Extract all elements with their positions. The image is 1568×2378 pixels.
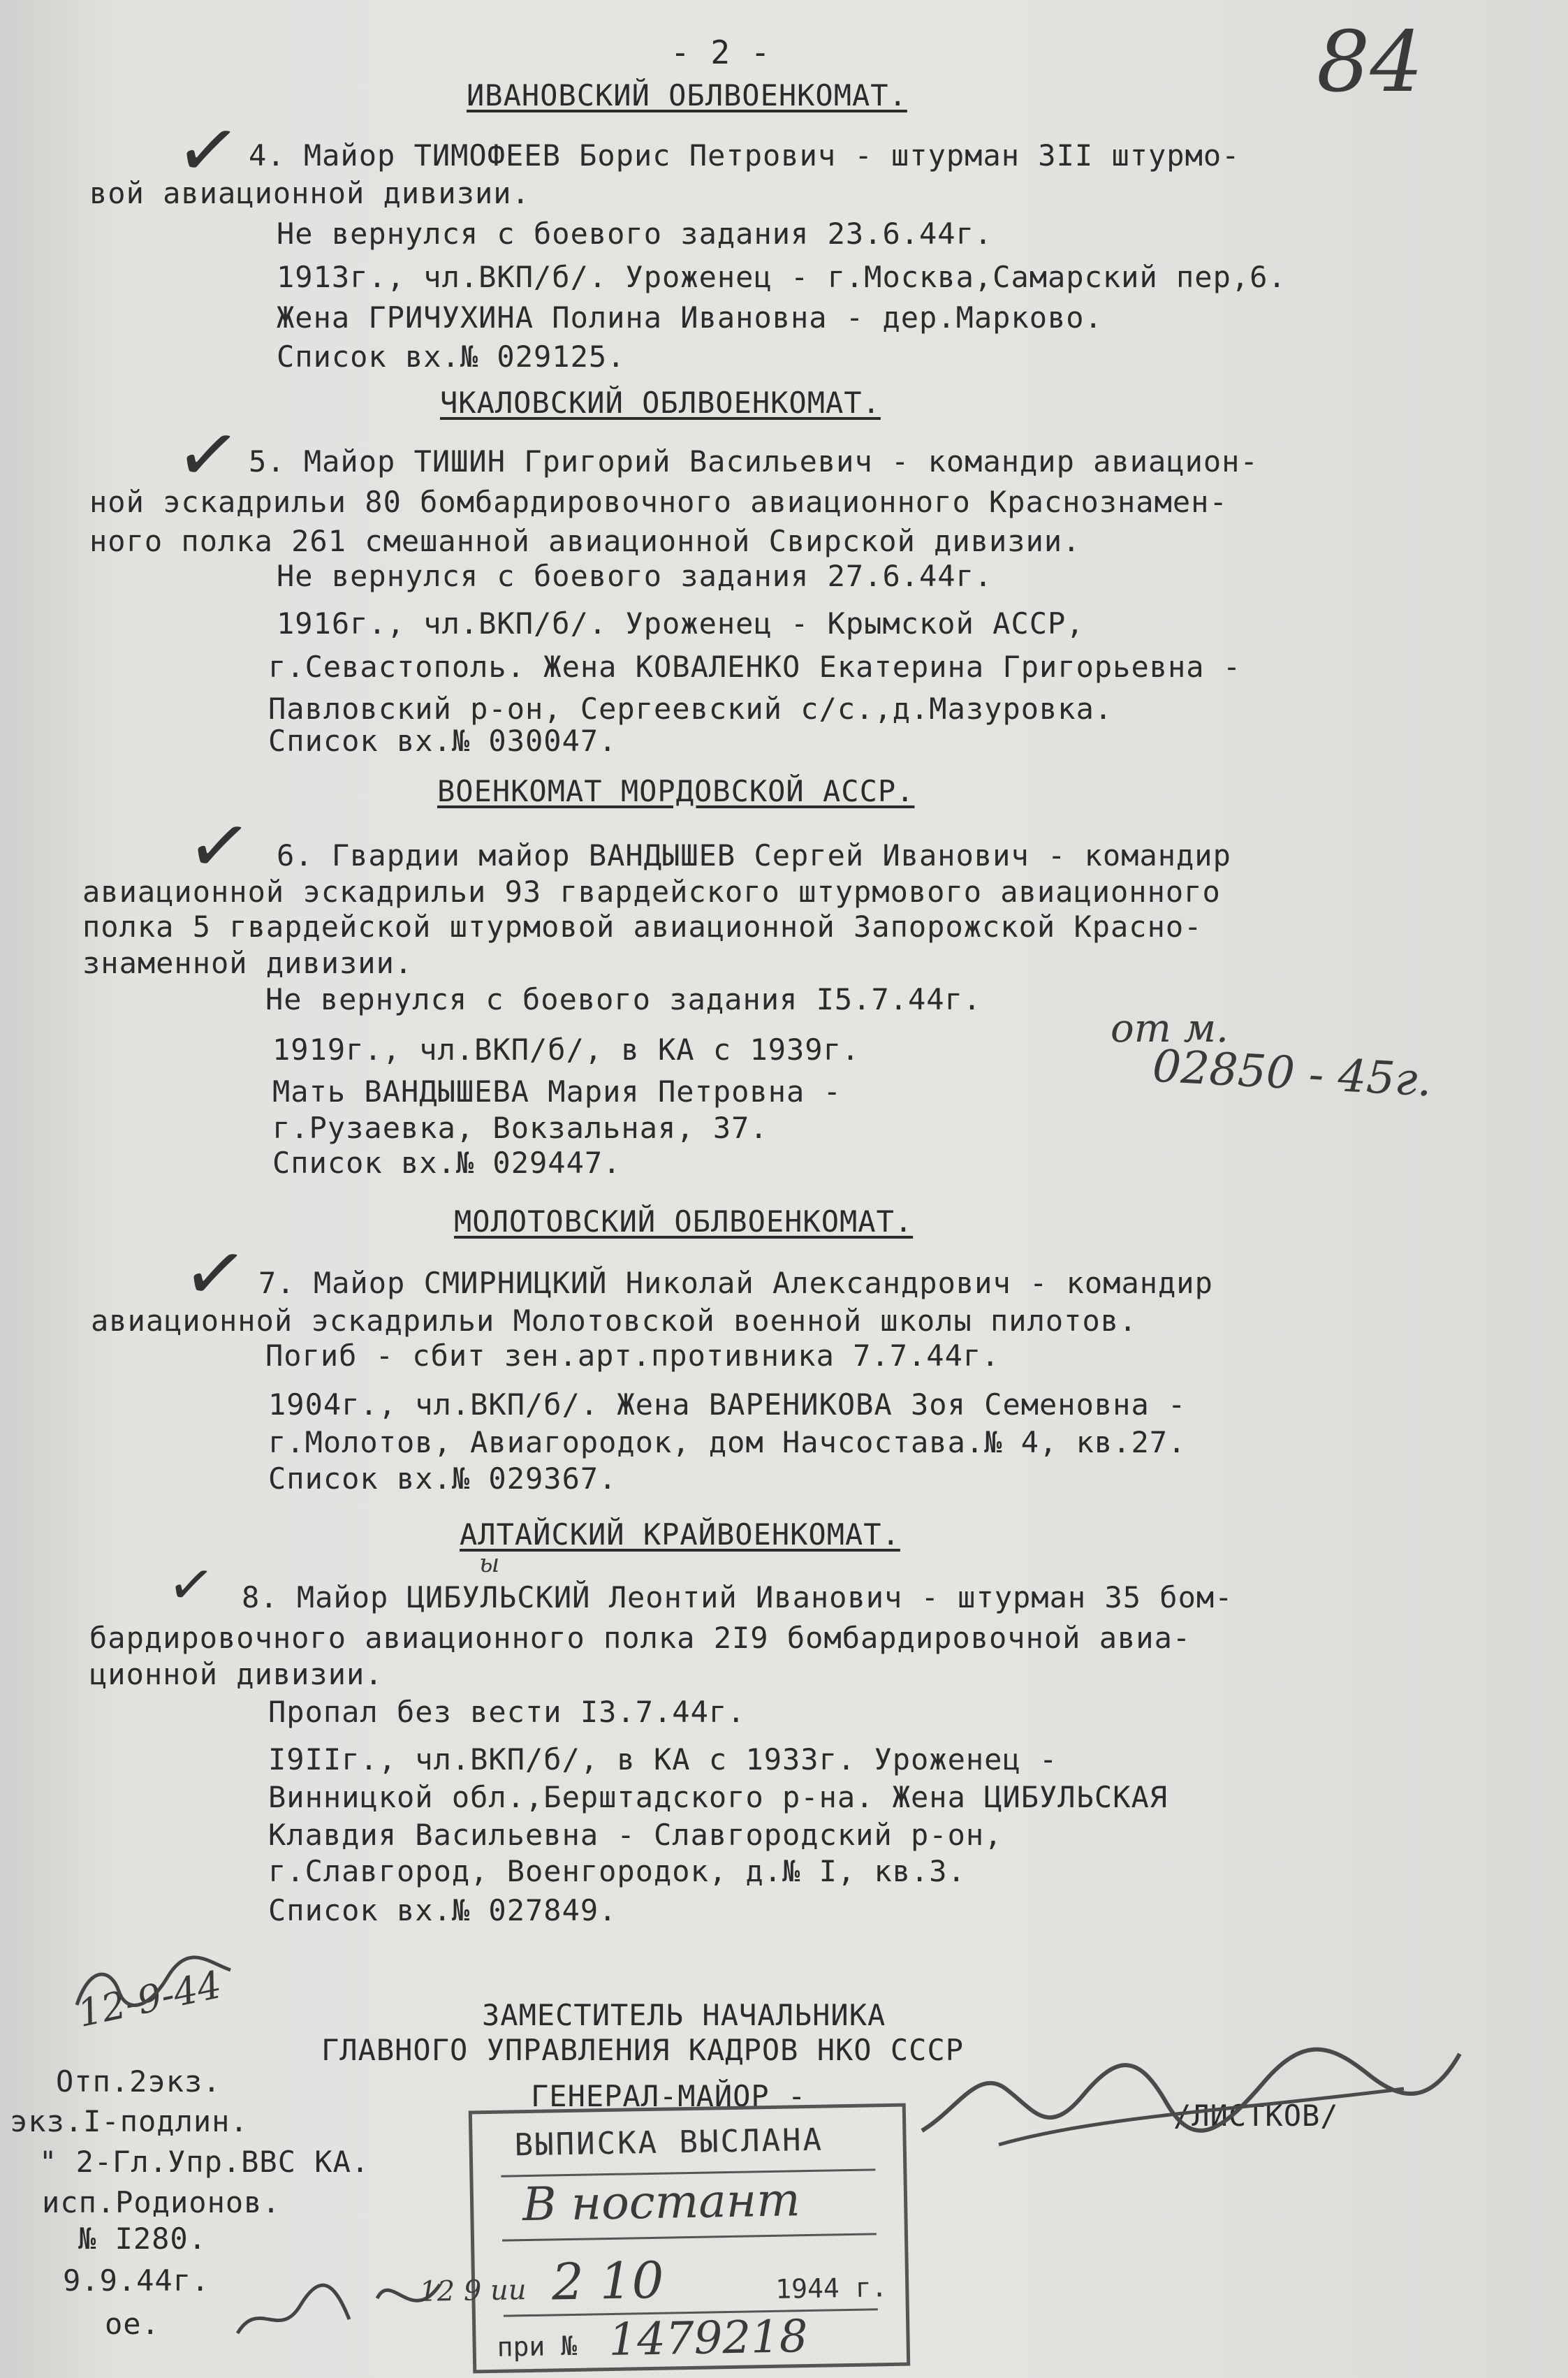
entry-line: I9IIг., чл.ВКП/б/, в КА с 1933г. Уроженец - xyxy=(268,1742,1058,1777)
entry-line: 6. Гвардии майор ВАНДЫШЕВ Сергей Иванович - командир xyxy=(277,838,1231,873)
entry-line: знаменной дивизии. xyxy=(82,946,413,980)
entry-line: вой авиационной дивизии. xyxy=(89,176,530,210)
entry-line: ного полка 261 смешанной авиационной Свирской дивизии. xyxy=(89,524,1081,558)
signature-rank: ГЕНЕРАЛ-МАЙОР - xyxy=(531,2079,807,2113)
entry-line: ной эскадрильи 80 бомбардировочного авиационного Краснознамен- xyxy=(89,485,1228,519)
signatory-name: /ЛИСТКОВ/ xyxy=(1173,2099,1339,2133)
entry-line: Список вх.№ 030047. xyxy=(268,724,617,758)
stamp-date: 2 10 xyxy=(551,2250,665,2312)
entry-line: 7. Майор СМИРНИЦКИЙ Николай Александрович - командир xyxy=(258,1266,1213,1300)
handwritten-note: 02850 - 45г. xyxy=(1151,1040,1433,1107)
entry-line: г.Севастополь. Жена КОВАЛЕНКО Екатерина Григорьевна - xyxy=(268,650,1242,684)
routing-note: ое. xyxy=(105,2307,160,2341)
entry-line: Список вх.№ 029367. xyxy=(268,1461,617,1496)
entry-line: г.Славгород, Военгородок, д.№ I, кв.3. xyxy=(268,1854,966,1888)
routing-note: экз.I-подлин. xyxy=(10,2104,249,2138)
handwritten-note: от м. xyxy=(1111,1006,1229,1051)
section-heading: МОЛОТОВСКИЙ ОБЛВОЕНКОМАТ. xyxy=(454,1204,914,1239)
section-heading: АЛТАЙСКИЙ КРАЙВОЕНКОМАТ. xyxy=(460,1517,900,1552)
entry-line: Список вх.№ 029125. xyxy=(277,340,626,374)
entry-line: г.Рузаевка, Вокзальная, 37. xyxy=(272,1111,768,1145)
routing-note: Отп.2экз. xyxy=(56,2064,221,2099)
entry-line: 8. Майор ЦИБУЛЬСКИЙ Леонтий Иванович - штурман 35 бом- xyxy=(242,1580,1233,1614)
signature-title: ГЛАВНОГО УПРАВЛЕНИЯ КАДРОВ НКО СССР xyxy=(321,2033,965,2067)
handwritten-date: 12-9-44 xyxy=(73,1962,226,2036)
stamp-title: ВЫПИСКА ВЫСЛАНА xyxy=(514,2122,824,2164)
entry-line: 4. Майор ТИМОФЕЕВ Борис Петрович - штурман 3II штурмо- xyxy=(249,138,1240,173)
entry-line: 1913г., чл.ВКП/б/. Уроженец - г.Москва,Самарский пер,6. xyxy=(277,260,1287,294)
entry-line: Клавдия Васильевна - Славгородский р-он, xyxy=(268,1818,1003,1852)
routing-note: " 2-Гл.Упр.ВВС КА. xyxy=(39,2145,370,2179)
stamp-destination: В ностант xyxy=(522,2173,801,2232)
entry-line: ционной дивизии. xyxy=(89,1657,383,1691)
entry-line: Винницкой обл.,Берштадского р-на. Жена ЦИБУЛЬСКАЯ xyxy=(268,1780,1168,1814)
check-mark-icon: ✓ xyxy=(177,1225,254,1322)
entry-line: Мать ВАНДЫШЕВА Мария Петровна - xyxy=(272,1074,842,1109)
page-number: - 2 - xyxy=(671,34,771,71)
entry-line: г.Молотов, Авиагородок, дом Начсостава.№ 4, кв.27. xyxy=(268,1425,1187,1459)
check-mark-icon: ✓ xyxy=(170,101,247,199)
entry-line: Жена ГРИЧУХИНА Полина Ивановна - дер.Марково. xyxy=(277,300,1103,335)
entry-line: авиационной эскадрильи Молотовской военной школы пилотов. xyxy=(91,1304,1138,1338)
stamp-date-prefix: 12 9 ии xyxy=(418,2274,527,2308)
section-heading: ВОЕНКОМАТ МОРДОВСКОЙ АССР. xyxy=(437,774,915,808)
entry-line: Не вернулся с боевого задания 27.6.44г. xyxy=(277,559,993,593)
entry-line: Список вх.№ 029447. xyxy=(272,1146,622,1180)
check-mark-icon: ✓ xyxy=(163,1549,219,1621)
entry-line: 1904г., чл.ВКП/б/. Жена ВАРЕНИКОВА Зоя Семеновна - xyxy=(268,1387,1187,1422)
entry-line: 5. Майор ТИШИН Григорий Васильевич - командир авиацион- xyxy=(249,444,1259,479)
entry-line: Не вернулся с боевого задания 23.6.44г. xyxy=(277,217,993,251)
entry-line: 1919г., чл.ВКП/б/, в КА с 1939г. xyxy=(272,1033,860,1067)
stamp-divider xyxy=(502,2233,877,2241)
stamp-number: 1479218 xyxy=(608,2311,809,2367)
archive-number: 84 xyxy=(1317,14,1423,111)
check-mark-icon: ✓ xyxy=(181,797,258,895)
routing-note: № I280. xyxy=(78,2222,207,2256)
entry-line: авиационной эскадрильи 93 гвардейского штурмового авиационного xyxy=(82,875,1221,909)
stamp-year: 1944 г. xyxy=(775,2272,888,2305)
initials-scribble-icon xyxy=(70,1949,237,2019)
stamp-number-label: при № xyxy=(497,2330,578,2363)
routing-note: исп.Родионов. xyxy=(42,2185,281,2219)
entry-line: Павловский р-он, Сергеевский с/с.,д.Мазуровка. xyxy=(268,692,1113,726)
section-heading: ЧКАЛОВСКИЙ ОБЛВОЕНКОМАТ. xyxy=(440,386,881,420)
entry-line: полка 5 гвардейской штурмовой авиационной Запорожской Красно- xyxy=(82,910,1203,944)
entry-line: 1916г., чл.ВКП/б/. Уроженец - Крымской АССР, xyxy=(277,606,1085,641)
routing-note: 9.9.44г. xyxy=(63,2263,210,2298)
signature-title: ЗАМЕСТИТЕЛЬ НАЧАЛЬНИКА xyxy=(482,1998,886,2032)
entry-line: Погиб - сбит зен.арт.противника 7.7.44г. xyxy=(265,1338,1000,1373)
section-heading: ИВАНОВСКИЙ ОБЛВОЕНКОМАТ. xyxy=(467,78,907,112)
entry-line: бардировочного авиационного полка 2I9 бомбардировочной авиа- xyxy=(89,1621,1192,1655)
check-mark-icon: ✓ xyxy=(170,406,247,504)
entry-line: Не вернулся с боевого задания I5.7.44г. xyxy=(265,982,982,1016)
signature-scribble-icon xyxy=(915,2026,1467,2166)
entry-line: Список вх.№ 027849. xyxy=(268,1893,617,1927)
handwritten-correction: ы xyxy=(479,1549,500,1578)
dispatch-stamp xyxy=(418,2103,910,2374)
entry-line: Пропал без вести I3.7.44г. xyxy=(268,1695,746,1729)
